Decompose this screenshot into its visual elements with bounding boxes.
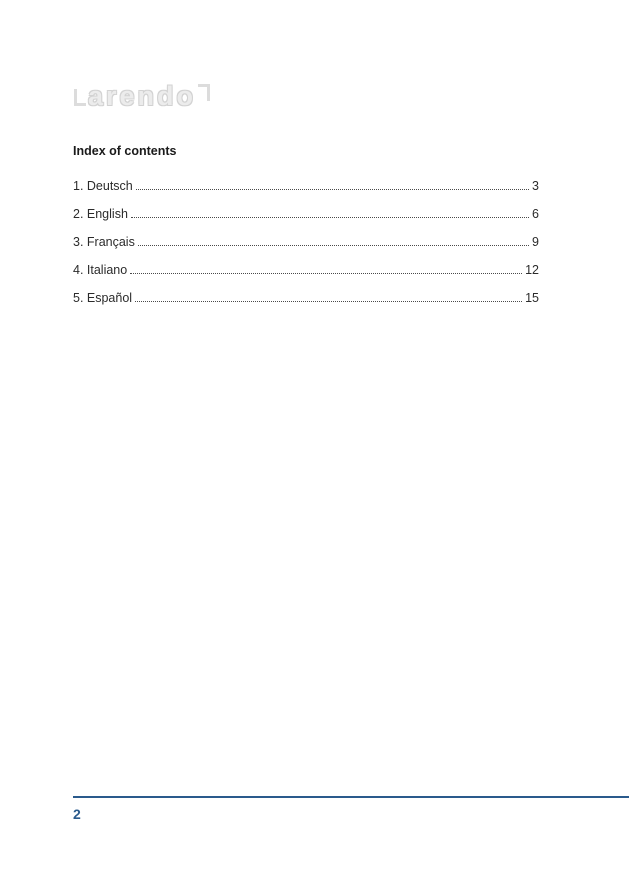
- toc-dot-leader: [130, 262, 522, 274]
- footer-divider: [73, 796, 629, 798]
- toc-entry: [73, 228, 539, 256]
- toc-entry: [73, 200, 539, 228]
- toc-entry-page: 9: [532, 235, 539, 249]
- toc-dot-leader: [135, 290, 522, 302]
- logo-bracket-left-icon: [74, 89, 86, 106]
- toc-entry-label: 3. Français: [73, 235, 135, 249]
- toc-entry: [73, 284, 539, 312]
- toc-entry-label: 4. Italiano: [73, 263, 128, 277]
- toc-dot-leader: [136, 178, 529, 190]
- index-heading: Index of contents: [73, 144, 177, 158]
- footer-page-number: 2: [73, 806, 81, 822]
- toc-entry-page: 6: [532, 207, 539, 221]
- toc-list: [73, 172, 539, 312]
- toc-entry-page: 3: [532, 179, 539, 193]
- toc-entry-page: 12: [525, 263, 539, 277]
- toc-dot-leader: [138, 234, 529, 246]
- toc-entry-label: 1. Deutsch: [73, 179, 133, 193]
- logo-text: arendo: [88, 80, 197, 111]
- arendo-logo: [74, 80, 210, 112]
- toc-entry-label: 2. English: [73, 207, 128, 221]
- toc-entry: [73, 172, 539, 200]
- toc-entry-page: 15: [525, 291, 539, 305]
- toc-entry: [73, 256, 539, 284]
- toc-entry-label: 5. Español: [73, 291, 133, 305]
- toc-dot-leader: [131, 206, 529, 218]
- logo-bracket-right-icon: [198, 84, 210, 101]
